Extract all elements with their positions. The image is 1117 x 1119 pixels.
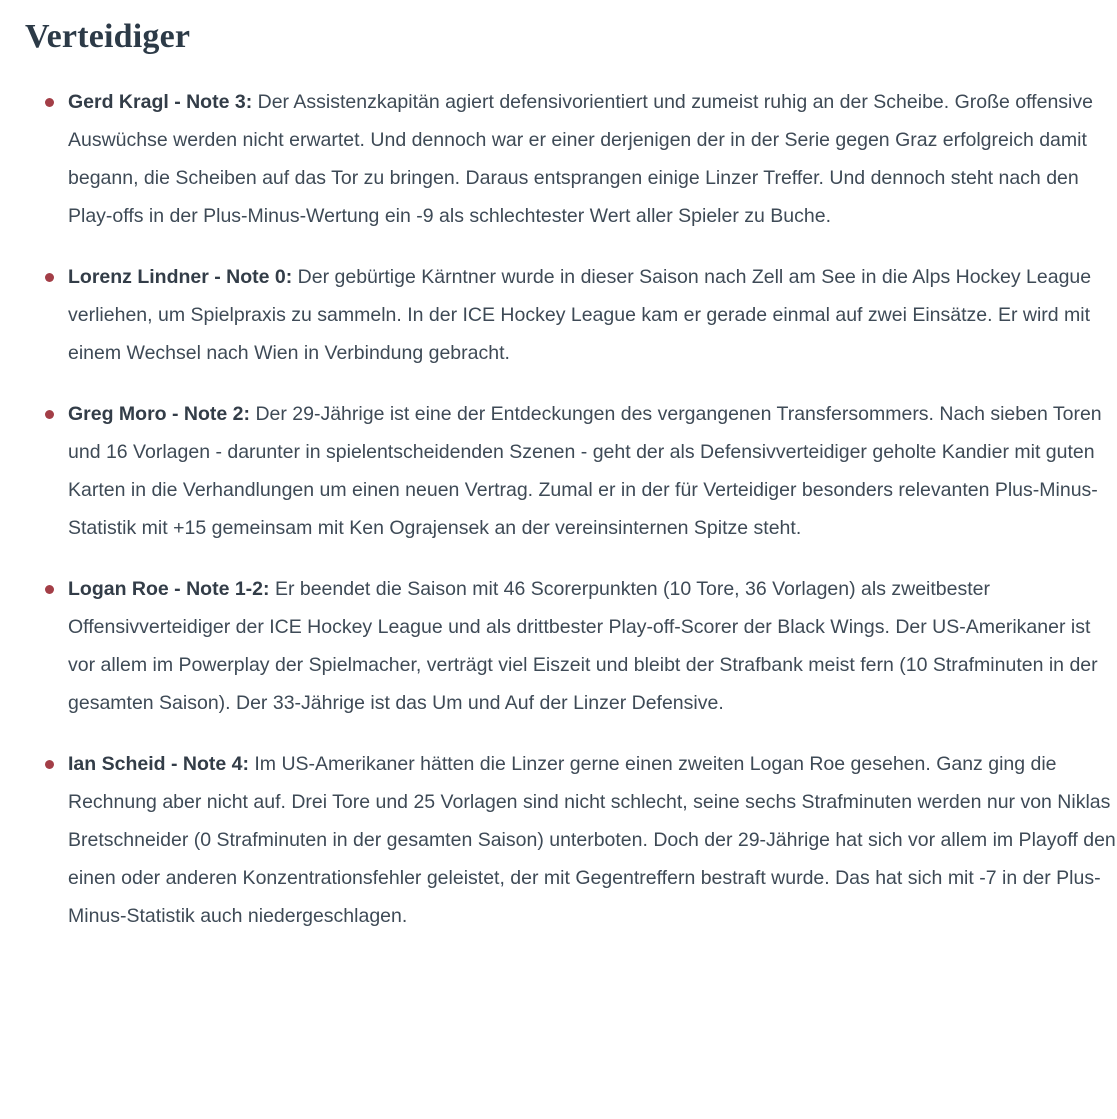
player-description: Der 29-Jährige ist eine der Entdeckungen des vergangenen Transfersommers. Nach sieben Toren und 16 Vorlagen - darunter in spielentscheidenden Szenen - geht der als Defensivverteidiger geholte Kandier mit guten Karten in die Verhandlungen um einen neuen Vertrag. Zumal er in der für Verteidiger besonders relevanten Plus-Minus-Statistik mit +15 gemeinsam mit Ken Ograjensek an der vereinsinternen Spitze steht. [68, 403, 1102, 540]
bullet-icon [45, 760, 54, 769]
page-title: Verteidiger [25, 18, 191, 55]
player-name-note: Gerd Kragl - Note 3: [68, 91, 253, 114]
player-name-note: Logan Roe - Note 1-2: [68, 578, 270, 601]
player-paragraph [68, 745, 1117, 935]
list-item [45, 570, 1117, 722]
bullet-icon [45, 410, 54, 419]
list-item [45, 745, 1117, 935]
list-item [45, 83, 1117, 235]
player-paragraph [68, 570, 1117, 722]
player-paragraph [68, 83, 1117, 235]
player-description: Im US-Amerikaner hätten die Linzer gerne einen zweiten Logan Roe gesehen. Ganz ging die Rechnung aber nicht auf. Drei Tore und 25 Vorlagen sind nicht schlecht, seine sechs Strafminuten werden nur von Niklas Bretschneider (0 Strafminuten in der gesamten Saison) unterboten. Doch der 29-Jährige hat sich vor allem im Playoff den einen oder anderen Konzentrationsfehler geleistet, der mit Gegentreffern bestraft wurde. Das hat sich mit -7 in der Plus-Minus-Statistik auch niedergeschlagen. [68, 753, 1116, 928]
bullet-icon [45, 585, 54, 594]
list-item [45, 395, 1117, 547]
bullet-icon [45, 98, 54, 107]
player-name-note: Greg Moro - Note 2: [68, 403, 251, 426]
list-item [45, 258, 1117, 372]
player-description: Er beendet die Saison mit 46 Scorerpunkten (10 Tore, 36 Vorlagen) als zweitbester Offensivverteidiger der ICE Hockey League und als drittbester Play-off-Scorer der Black Wings. Der US-Amerikaner ist vor allem im Powerplay der Spielmacher, verträgt viel Eiszeit und bleibt der Strafbank meist fern (10 Strafminuten in der gesamten Saison). Der 33-Jährige ist das Um und Auf der Linzer Defensive. [68, 578, 1098, 715]
player-list [0, 83, 1117, 955]
player-description: Der Assistenzkapitän agiert defensivorientiert und zumeist ruhig an der Scheibe. Große offensive Auswüchse werden nicht erwartet. Und dennoch war er einer derjenigen der in der Serie gegen Graz erfolgreich damit begann, die Scheiben auf das Tor zu bringen. Daraus entsprangen einige Linzer Treffer. Und dennoch steht nach den Play-offs in der Plus-Minus-Wertung ein -9 als schlechtester Wert aller Spieler zu Buche. [68, 91, 1093, 228]
player-paragraph [68, 258, 1117, 372]
player-description: Der gebürtige Kärntner wurde in dieser Saison nach Zell am See in die Alps Hockey League verliehen, um Spielpraxis zu sammeln. In der ICE Hockey League kam er gerade einmal auf zwei Einsätze. Er wird mit einem Wechsel nach Wien in Verbindung gebracht. [68, 266, 1092, 365]
player-paragraph [68, 395, 1117, 547]
bullet-icon [45, 273, 54, 282]
player-name-note: Lorenz Lindner - Note 0: [68, 266, 293, 289]
player-name-note: Ian Scheid - Note 4: [68, 753, 249, 776]
